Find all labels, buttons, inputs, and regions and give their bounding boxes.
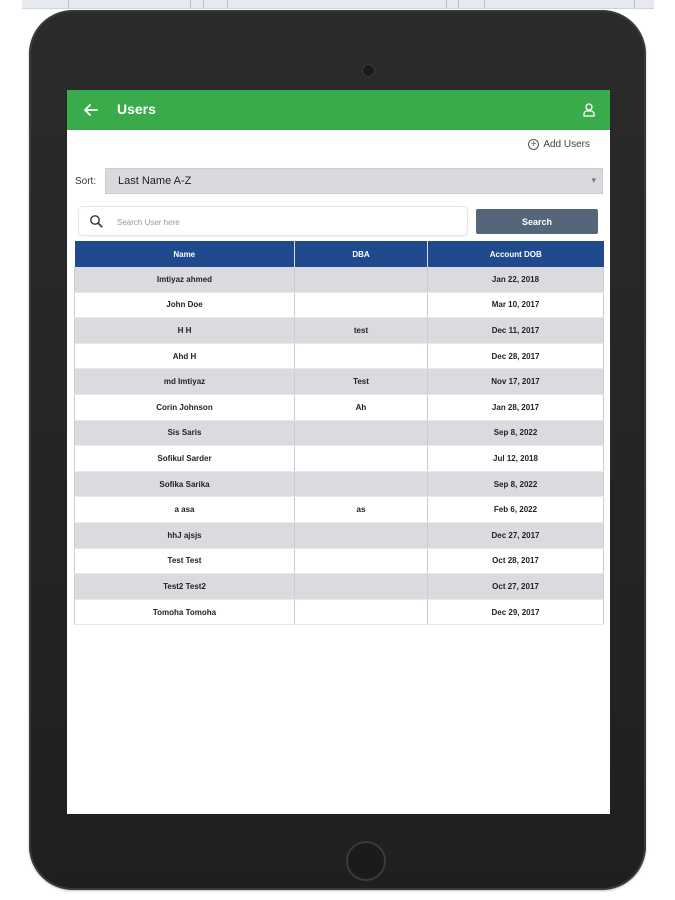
search-box: [79, 207, 467, 235]
cell-account-dob: Dec 29, 2017: [428, 599, 604, 625]
cell-dba: [295, 574, 428, 600]
cell-account-dob: Oct 28, 2017: [428, 548, 604, 574]
cell-name: Sofika Sarika: [75, 471, 295, 497]
cell-account-dob: Dec 28, 2017: [428, 343, 604, 369]
cell-dba: [295, 446, 428, 472]
cell-dba: [295, 522, 428, 548]
cell-dba: [295, 267, 428, 292]
sort-selected-value: Last Name A-Z: [118, 175, 192, 187]
cell-name: Test2 Test2: [75, 574, 295, 600]
table-row[interactable]: [75, 292, 604, 318]
table-row[interactable]: [75, 267, 604, 292]
cell-dba: as: [295, 497, 428, 523]
cell-name: a asa: [75, 497, 295, 523]
add-users-label: Add Users: [543, 139, 590, 150]
cell-name: md Imtiyaz: [75, 369, 295, 395]
cell-account-dob: Feb 6, 2022: [428, 497, 604, 523]
cell-dba: test: [295, 318, 428, 344]
table-row[interactable]: [75, 471, 604, 497]
cell-account-dob: Dec 11, 2017: [428, 318, 604, 344]
table-row[interactable]: [75, 574, 604, 600]
top-strip: [22, 0, 654, 9]
cell-dba: [295, 599, 428, 625]
table-row[interactable]: [75, 522, 604, 548]
add-users-button[interactable]: [528, 139, 590, 150]
search-icon: [89, 214, 103, 228]
cell-name: Ahd H: [75, 343, 295, 369]
cell-account-dob: Jul 12, 2018: [428, 446, 604, 472]
cell-name: Corin Johnson: [75, 394, 295, 420]
cell-dba: [295, 548, 428, 574]
sort-select[interactable]: [105, 168, 603, 194]
cell-name: Sis Saris: [75, 420, 295, 446]
cell-account-dob: Mar 10, 2017: [428, 292, 604, 318]
page-title: Users: [117, 101, 156, 117]
arrow-left-icon[interactable]: [79, 98, 103, 122]
cell-dba: Ah: [295, 394, 428, 420]
chevron-down-icon: ▾: [591, 175, 596, 185]
sort-label: Sort:: [75, 176, 97, 187]
table-row[interactable]: [75, 497, 604, 523]
cell-name: Tomoha Tomoha: [75, 599, 295, 625]
search-button[interactable]: Search: [476, 209, 598, 234]
users-table: [74, 241, 604, 625]
table-row[interactable]: [75, 548, 604, 574]
table-row[interactable]: [75, 446, 604, 472]
cell-account-dob: Jan 28, 2017: [428, 394, 604, 420]
cell-account-dob: Sep 8, 2022: [428, 420, 604, 446]
cell-account-dob: Nov 17, 2017: [428, 369, 604, 395]
cell-dba: [295, 471, 428, 497]
cell-dba: Test: [295, 369, 428, 395]
cell-name: H H: [75, 318, 295, 344]
cell-account-dob: Jan 22, 2018: [428, 267, 604, 292]
cell-name: hhJ ajsjs: [75, 522, 295, 548]
cell-dba: [295, 420, 428, 446]
user-icon[interactable]: [578, 99, 600, 121]
table-header-row: [75, 241, 604, 267]
cell-name: Sofikul Sarder: [75, 446, 295, 472]
front-camera: [362, 64, 375, 77]
column-header-dba[interactable]: DBA: [295, 241, 428, 267]
column-header-account-dob[interactable]: Account DOB: [428, 241, 604, 267]
cell-name: John Doe: [75, 292, 295, 318]
table-row[interactable]: [75, 369, 604, 395]
app-screen: [67, 90, 610, 814]
cell-account-dob: Oct 27, 2017: [428, 574, 604, 600]
cell-account-dob: Sep 8, 2022: [428, 471, 604, 497]
table-row[interactable]: [75, 318, 604, 344]
table-row[interactable]: [75, 394, 604, 420]
plus-circle-icon: +: [528, 139, 539, 150]
search-input[interactable]: [115, 212, 459, 232]
cell-name: Test Test: [75, 548, 295, 574]
app-bar: [67, 90, 610, 130]
cell-dba: [295, 292, 428, 318]
column-header-name[interactable]: Name: [75, 241, 295, 267]
table-row[interactable]: [75, 599, 604, 625]
cell-dba: [295, 343, 428, 369]
table-row[interactable]: [75, 343, 604, 369]
home-button[interactable]: [346, 841, 386, 881]
cell-name: Imtiyaz ahmed: [75, 267, 295, 292]
table-row[interactable]: [75, 420, 604, 446]
cell-account-dob: Dec 27, 2017: [428, 522, 604, 548]
